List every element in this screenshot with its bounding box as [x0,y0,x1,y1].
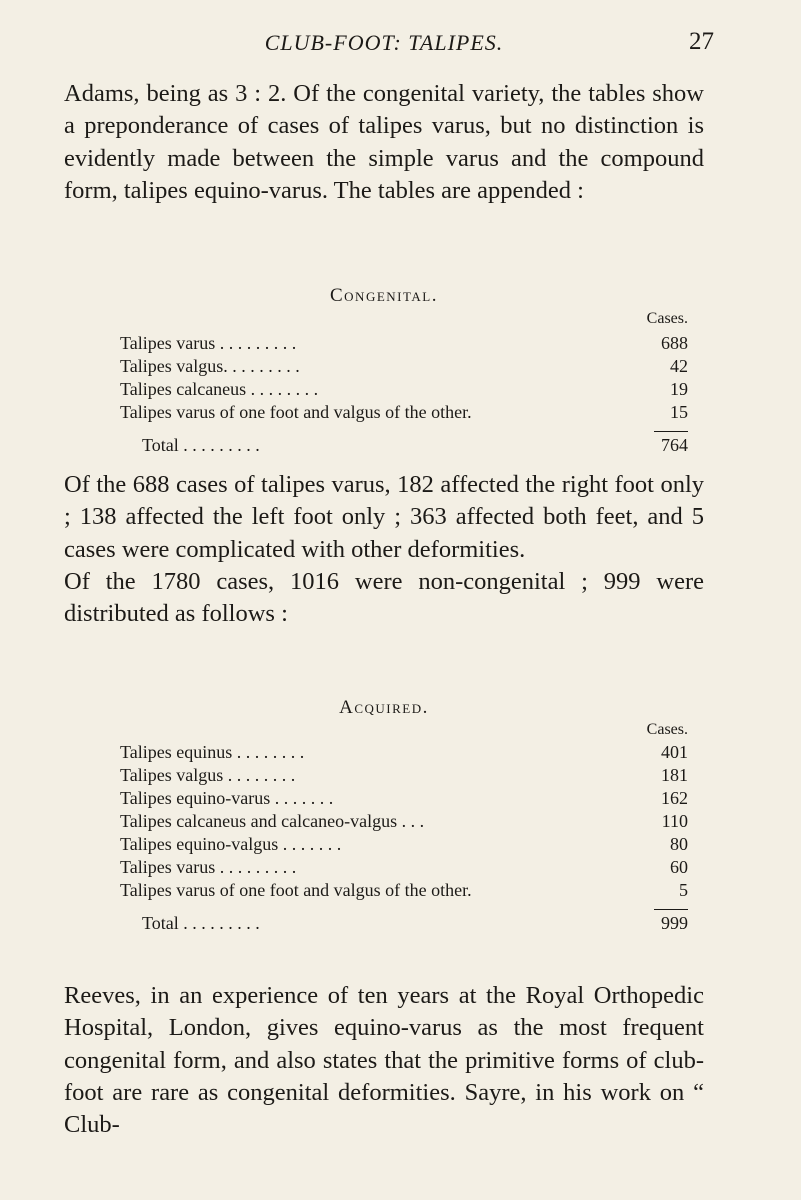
row-label: Talipes varus of one foot and valgus of the other. [120,880,472,900]
row-value: 15 [670,402,688,422]
total-value: 999 [661,913,688,933]
acquired-table [120,721,688,961]
table-row [120,856,688,879]
total-label: Total . . . . . . . . . [142,913,260,933]
row-value: 162 [661,788,688,808]
table-row [120,378,688,401]
table-row [120,879,688,902]
row-label: Talipes varus . . . . . . . . . [120,333,297,353]
row-label: Talipes varus . . . . . . . . . [120,857,297,877]
total-value: 764 [661,435,688,455]
congenital-cases-label: Cases. [646,310,688,327]
row-value: 401 [661,742,688,762]
paragraph-varus-cases [64,469,704,630]
row-label: Talipes calcaneus . . . . . . . . [120,379,319,399]
table-row [120,787,688,810]
row-label: Talipes equino-valgus . . . . . . . [120,834,342,854]
row-label: Talipes valgus . . . . . . . . [120,765,296,785]
row-label: Talipes varus of one foot and valgus of the other. [120,402,472,422]
table-row [120,401,688,424]
total-row [120,912,688,935]
total-rule [654,431,688,432]
paragraph-distribution-text: Of the 1780 cases, 1016 were non-congenital ; 999 were distributed as follows : [64,567,704,628]
row-value: 181 [661,765,688,785]
congenital-heading: Congenital. [330,285,438,306]
page-number: 27 [689,28,714,55]
row-value: 80 [670,834,688,854]
table-row [120,810,688,833]
row-label: Talipes equino-varus . . . . . . . [120,788,334,808]
total-row [120,434,688,457]
paragraph-reeves: Reeves, in an experience of ten years at the Royal Orthopedic Hospital, London, gives equino-varus as the most frequent congenital form, and also states that the primitive forms of club-foot are rare as congenital deformities. Sayre, in his work on “ Club- [64,982,704,1139]
acquired-cases-label: Cases. [646,721,688,738]
row-value: 5 [679,880,688,900]
running-head-title: CLUB-FOOT: TALIPES. [264,30,504,55]
row-value: 60 [670,857,688,877]
row-label: Talipes calcaneus and calcaneo-valgus . . . [120,811,425,831]
acquired-heading: Acquired. [339,697,429,718]
row-label: Talipes equinus . . . . . . . . [120,742,305,762]
row-value: 110 [661,811,688,831]
table-row [120,833,688,856]
congenital-table [120,310,688,460]
row-label: Talipes valgus. . . . . . . . . [120,356,300,376]
table-row [120,355,688,378]
row-value: 688 [661,333,688,353]
running-head [64,28,714,60]
table-row [120,764,688,787]
paragraph-varus-text: Of the 688 cases of talipes varus, 182 affected the right foot only ; 138 affected the left foot only ; 363 affected both feet, and 5 cases were complicated with other deformities. [64,471,704,563]
table-row [120,741,688,764]
total-rule [654,909,688,910]
paragraph-intro: Adams, being as 3 : 2. Of the congenital variety, the tables show a preponderance of cases of talipes varus, but no distinction is evidently made between the simple varus and the compound form, talipes equino-varus. The tables are appended : [64,80,704,204]
row-value: 19 [670,379,688,399]
table-row [120,332,688,355]
row-value: 42 [670,356,688,376]
total-label: Total . . . . . . . . . [142,435,260,455]
